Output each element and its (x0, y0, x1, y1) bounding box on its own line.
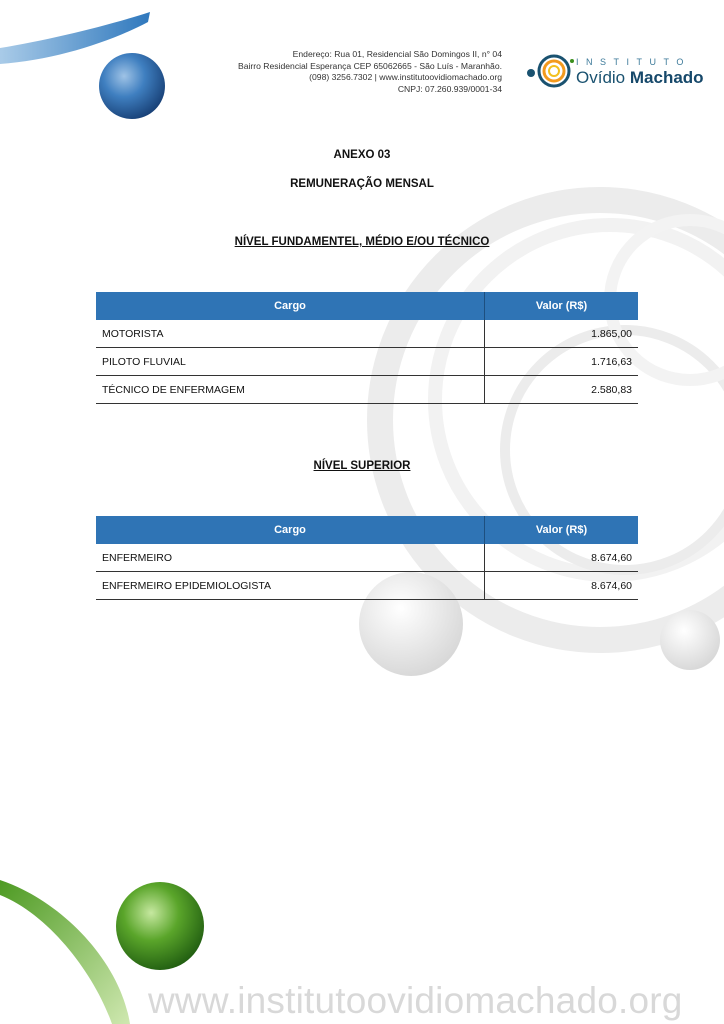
cargo-cell: ENFERMEIRO EPIDEMIOLOGISTA (96, 572, 485, 600)
column-header-valor: Valor (R$) (485, 292, 639, 320)
address-line: Bairro Residencial Esperança CEP 65062665 - São Luís - Maranhão. (237, 60, 502, 71)
table-row (96, 320, 638, 348)
address-line: CNPJ: 07.260.939/0001-34 (397, 83, 502, 94)
valor-cell: 1.716,63 (485, 348, 639, 376)
green-ball (116, 882, 204, 970)
section-title: NÍVEL FUNDAMENTEL, MÉDIO E/OU TÉCNICO (234, 236, 490, 248)
remuneration-table (96, 516, 638, 600)
valor-cell: 2.580,83 (485, 376, 639, 404)
section-title: NÍVEL SUPERIOR (313, 460, 411, 472)
cargo-cell: ENFERMEIRO (96, 544, 485, 572)
grey-ball-small (660, 610, 720, 670)
column-header-valor: Valor (R$) (485, 516, 639, 544)
table-row (96, 544, 638, 572)
address-line: (098) 3256.7302 | www.institutoovidiomachado.org (309, 72, 502, 83)
table-header-row (96, 516, 638, 544)
logo-name (576, 68, 704, 88)
table-row (96, 348, 638, 376)
footer-website: www.institutoovidiomachado.org (148, 980, 683, 1021)
valor-cell: 1.865,00 (485, 320, 639, 348)
column-header-cargo: Cargo (96, 292, 485, 320)
logo-name-bold: Machado (629, 68, 704, 87)
valor-cell: 8.674,60 (485, 572, 639, 600)
cargo-cell: MOTORISTA (96, 320, 485, 348)
table-header-row (96, 292, 638, 320)
column-header-cargo: Cargo (96, 516, 485, 544)
institute-logo (526, 51, 706, 91)
header-address (190, 49, 502, 95)
remuneration-table (96, 292, 638, 404)
address-line: Endereço: Rua 01, Residencial São Domingos II, n° 04 (292, 49, 502, 59)
valor-cell: 8.674,60 (485, 544, 639, 572)
document-title: REMUNERAÇÃO MENSAL (290, 178, 434, 190)
logo-name-regular: Ovídio (576, 68, 626, 87)
cargo-cell: TÉCNICO DE ENFERMAGEM (96, 376, 485, 404)
cargo-cell: PILOTO FLUVIAL (96, 348, 485, 376)
logo-top-text: INSTITUTO (576, 57, 691, 67)
green-swoosh (0, 880, 130, 1024)
blue-ball (99, 53, 165, 119)
table-row (96, 376, 638, 404)
table-row (96, 572, 638, 600)
annex-title: ANEXO 03 (333, 149, 391, 161)
logo-emblem-icon (526, 51, 574, 91)
